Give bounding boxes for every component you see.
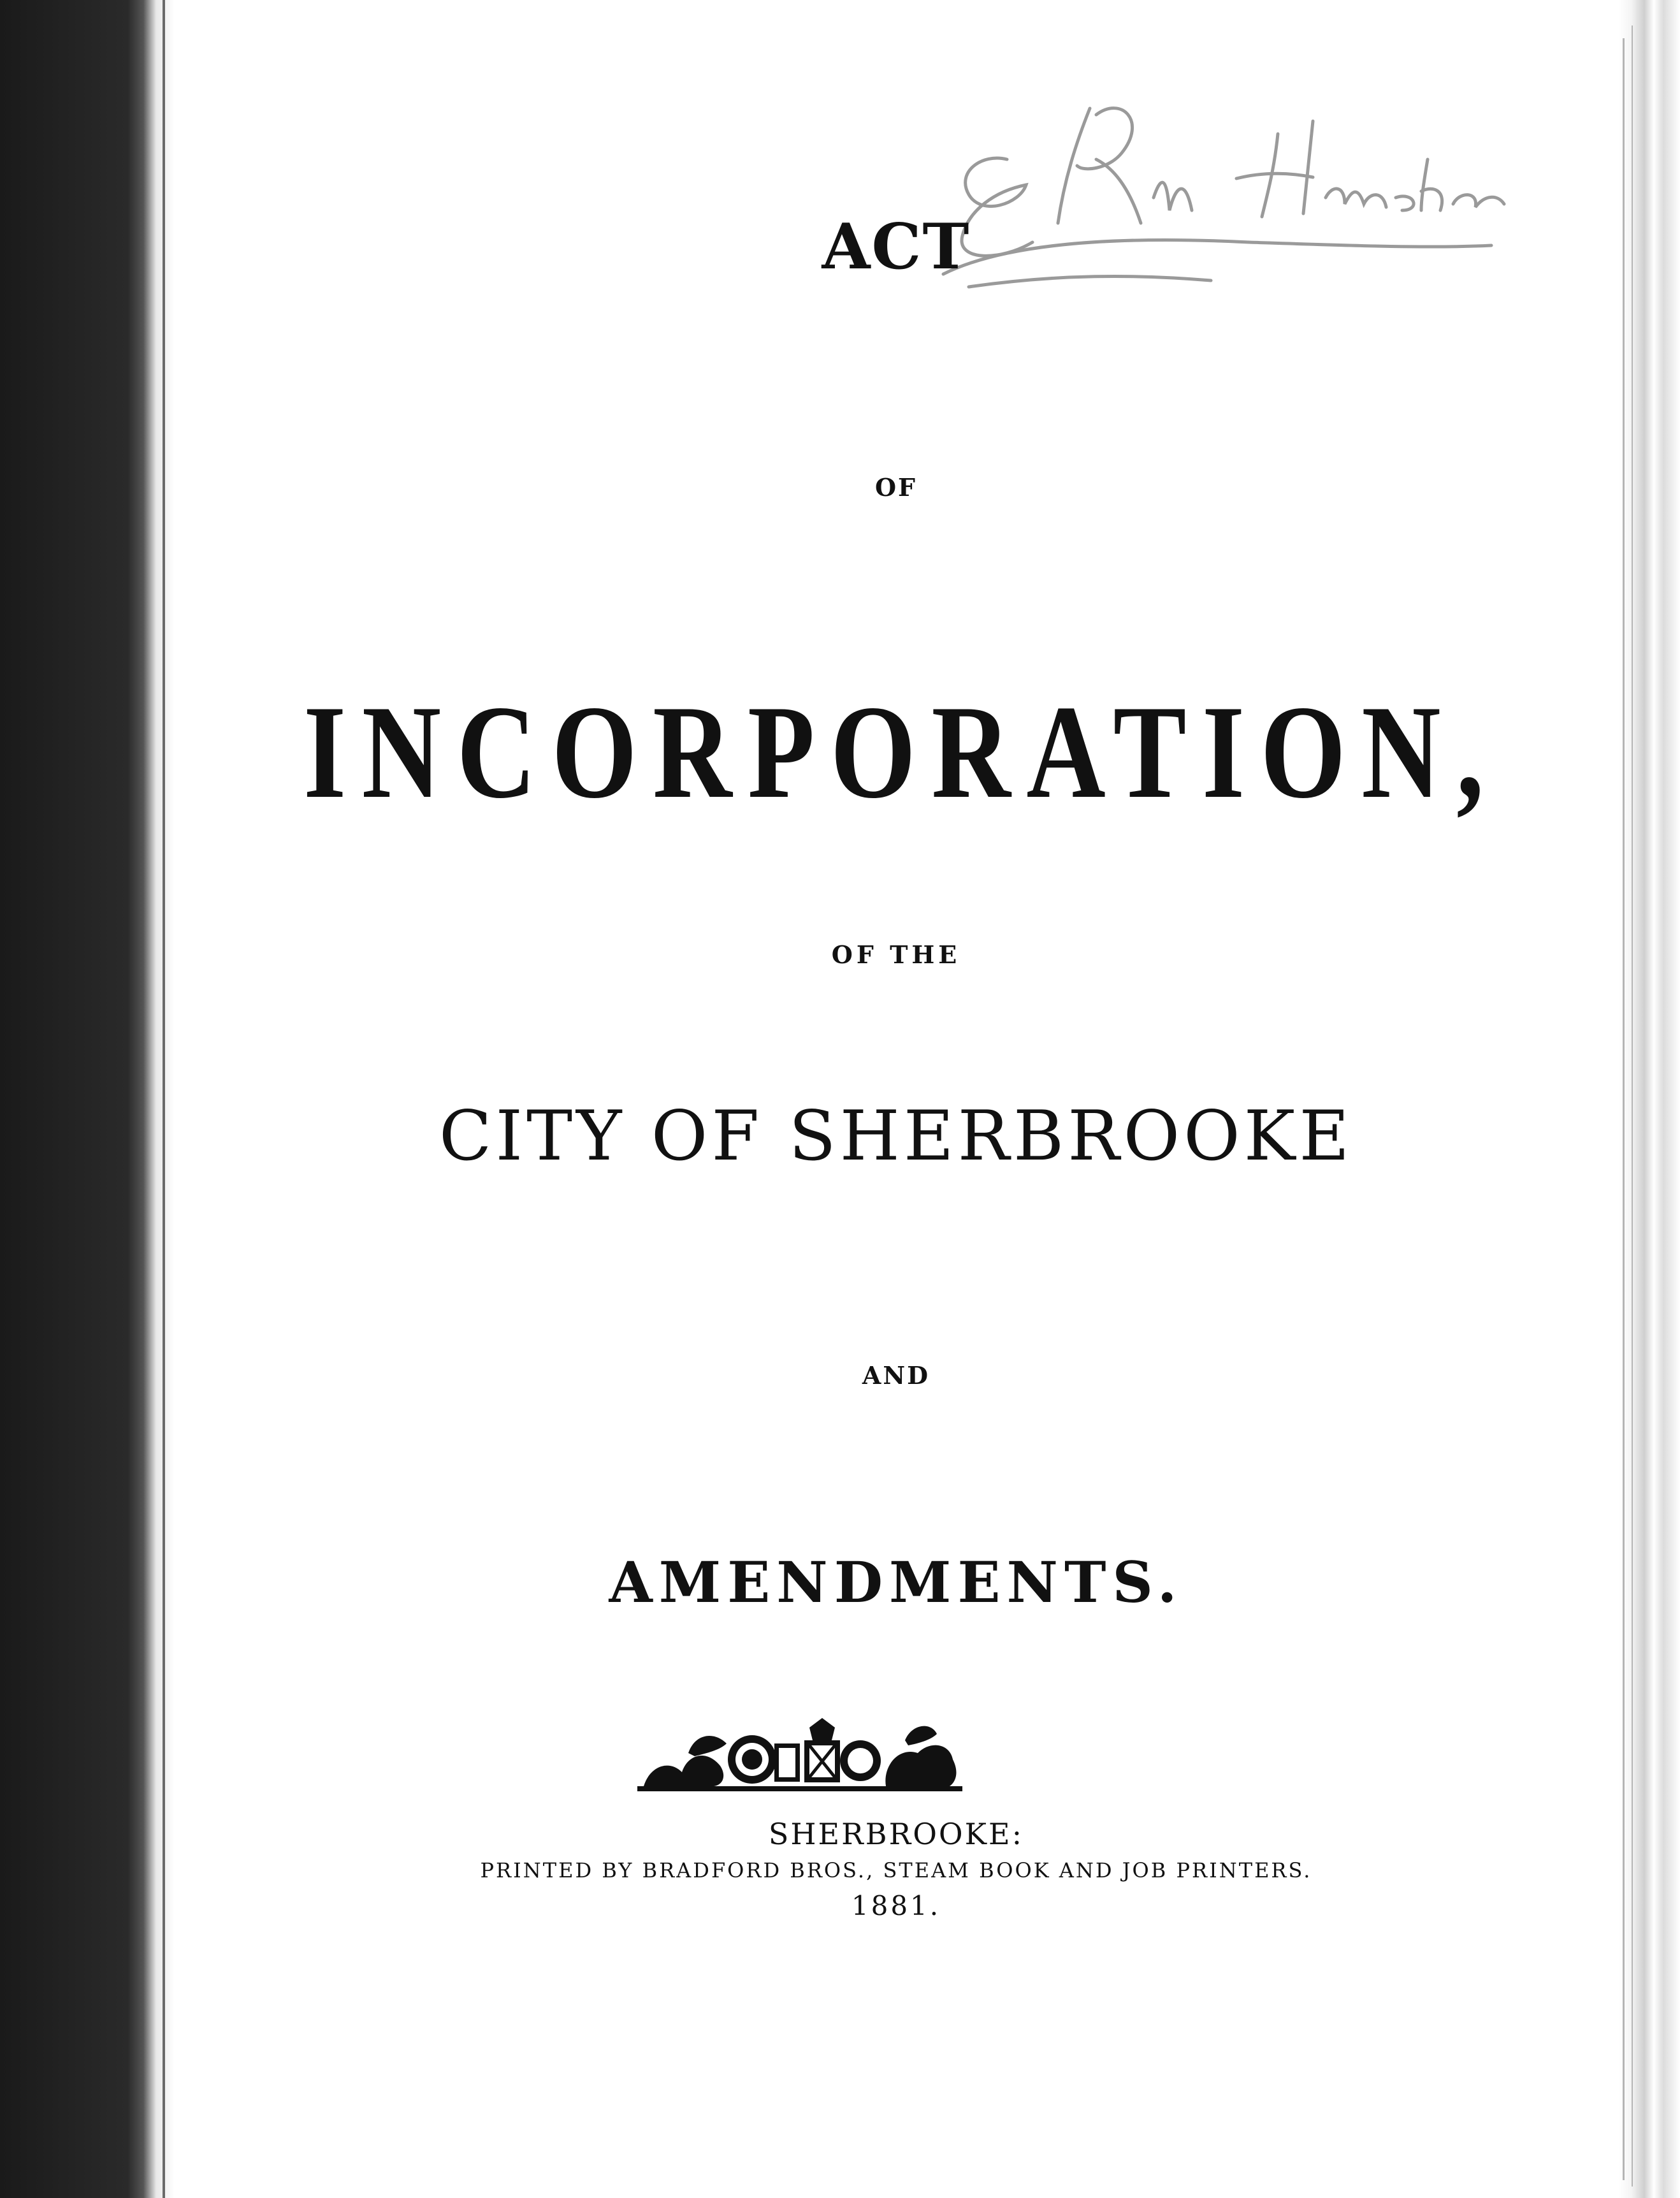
page-edge-line [1632, 25, 1633, 2187]
title-line-amendments: AMENDMENTS. [609, 1549, 1184, 1615]
imprint-printer: PRINTED BY BRADFORD BROS., STEAM BOOK AND JOB PRINTERS. [480, 1858, 1312, 1882]
title-line-of-the: OF THE [831, 940, 961, 969]
title-line-of: OF [874, 473, 918, 502]
title-page [173, 0, 1619, 2198]
title-line-act: ACT [822, 210, 971, 284]
imprint-year: 1881. [851, 1890, 941, 1921]
title-line-city: CITY OF SHERBROOKE [438, 1096, 1354, 1176]
book-binding-edge [0, 0, 173, 2198]
page-edge-line [1623, 38, 1625, 2180]
title-line-and: AND [862, 1361, 931, 1390]
imprint-place: SHERBROOKE: [768, 1817, 1024, 1851]
title-line-incorporation: INCORPORATION, [303, 678, 1500, 826]
page-right-edge [1619, 0, 1680, 2198]
spine-edge-line [163, 0, 165, 2198]
coat-of-arms-emblem [631, 1715, 969, 1798]
